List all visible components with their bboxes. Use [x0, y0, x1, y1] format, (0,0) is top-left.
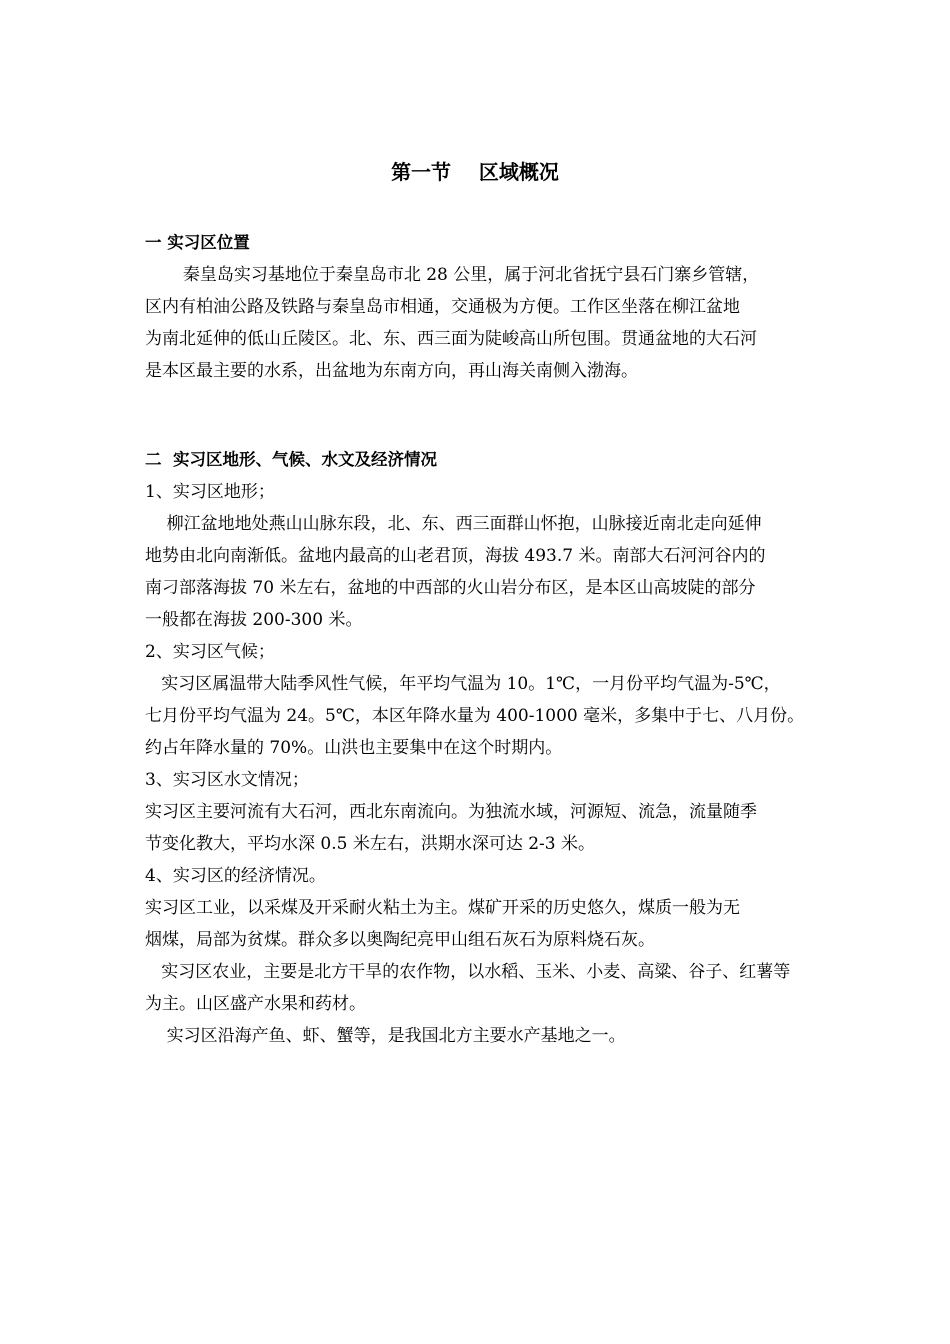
- paragraph-line: 秦皇岛实习基地位于秦皇岛市北 28 公里，属于河北省抚宁县石门寨乡管辖，: [145, 265, 760, 285]
- paragraph-line: 节变化教大，平均水深 0.5 米左右，洪期水深可达 2-3 米。: [145, 834, 596, 854]
- section-2: [145, 444, 820, 1052]
- paragraph-line: 烟煤，局部为贫煤。群众多以奥陶纪亮甲山组石灰石为原料烧石灰。: [145, 930, 655, 950]
- paragraph-line: 实习区农业，主要是北方干旱的农作物，以水稻、玉米、小麦、高粱、谷子、红薯等: [145, 962, 791, 982]
- section-1: [145, 227, 820, 387]
- paragraph-line: 地势由北向南渐低。盆地内最高的山老君顶，海拔 493.7 米。南部大石河河谷内的: [145, 546, 766, 566]
- paragraph-line: 是本区最主要的水系，出盆地为东南方向，再山海关南侧入渤海。: [145, 361, 638, 381]
- paragraph-line: 实习区沿海产鱼、虾、蟹等，是我国北方主要水产基地之一。: [145, 1026, 626, 1046]
- subheading-hydrology: 3、实习区水文情况；: [145, 770, 309, 790]
- section-2-heading: 二 实习区地形、气候、水文及经济情况: [145, 450, 437, 469]
- subheading-terrain: 1、实习区地形；: [145, 482, 275, 502]
- paragraph-line: 柳江盆地地处燕山山脉东段，北、东、西三面群山怀抱，山脉接近南北走向延伸: [145, 514, 762, 534]
- paragraph-line: 区内有柏油公路及铁路与秦皇岛市相通，交通极为方便。工作区坐落在柳江盆地: [145, 297, 740, 317]
- subheading-economy: 4、实习区的经济情况。: [145, 866, 326, 886]
- paragraph-line: 实习区属温带大陆季风性气候，年平均气温为 10。1℃，一月份平均气温为-5℃，: [145, 674, 781, 694]
- paragraph-line: 实习区主要河流有大石河，西北东南流向。为独流水域，河源短、流急，流量随季: [145, 802, 757, 822]
- paragraph-line: 七月份平均气温为 24。5℃，本区年降水量为 400-1000 毫米，多集中于七、八月份。: [145, 706, 805, 726]
- paragraph-line: 为南北延伸的低山丘陵区。北、东、西三面为陡峻高山所包围。贯通盆地的大石河: [145, 329, 757, 349]
- paragraph-line: 为主。山区盛产水果和药材。: [145, 994, 366, 1014]
- paragraph-line: 约占年降水量的 70%。山洪也主要集中在这个时期内。: [145, 738, 563, 758]
- section-1-heading: 一 实习区位置: [145, 233, 250, 252]
- section-title: 第一节 区域概况: [391, 160, 559, 184]
- paragraph-line: 实习区工业，以采煤及开采耐火粘土为主。煤矿开采的历史悠久，煤质一般为无: [145, 898, 740, 918]
- paragraph-line: 南刁部落海拔 70 米左右，盆地的中西部的火山岩分布区，是本区山高坡陡的部分: [145, 578, 756, 598]
- paragraph-line: 一般都在海拔 200-300 米。: [145, 610, 363, 630]
- subheading-climate: 2、实习区气候；: [145, 642, 275, 662]
